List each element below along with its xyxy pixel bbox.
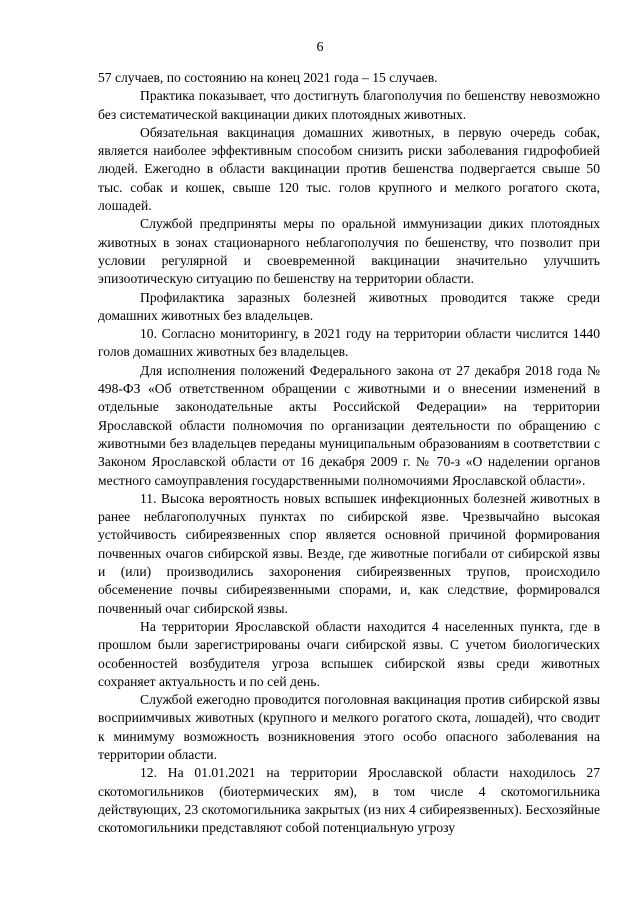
paragraph-stray-prevention: Профилактика заразных болезней животных проводится также среди домашних животных без владельцев. [98,289,600,323]
paragraph-domestic-vaccination: Обязательная вакцинация домашних животных, в первую очередь собак, является наиболее эффективным способом снизить риски заболевания гидрофобией людей. Ежегодно в области вакцинации против бешенства подвергается свыше 50 тыс. собак и кошек, свыше 120 тыс. голов крупного и мелкого рогатого скота, лошадей. [98,124,600,214]
paragraph-item-11: 11. Высока вероятность новых вспышек инфекционных болезней животных в ранее неблагополучных пунктах по сибирской язве. Чрезвычайно высокая устойчивость сибиреязвенных спор является основной причиной формирования почвенных очагов сибирской язвы. Везде, где животные погибали от сибирской язвы и (или) производились захоронения сибиреязвенных трупов, происходило обсеменение почвы сибиреязвенными спорами, и, как следствие, формировался почвенный очаг сибирской язвы. [98,490,600,616]
paragraph-item-10: 10. Согласно мониторингу, в 2021 году на территории области числится 1440 голов домашних животных без владельцев. [98,326,600,360]
paragraph-continuation: 57 случаев, по состоянию на конец 2021 года – 15 случаев. [98,70,438,85]
page-number: 6 [316,40,324,55]
paragraph-anthrax-settlements: На территории Ярославской области находится 4 населенных пункта, где в прошлом были зарегистрированы очаги сибирской язвы. С учетом биологических особенностей возбудителя угроза вспышек сибирской язвы среди животных сохраняет актуальность и по сей день. [98,618,600,689]
paragraph-anthrax-vaccination: Службой ежегодно проводится поголовная вакцинация против сибирской язвы восприимчивых животных (крупного и мелкого рогатого скота, лошадей), что сводит к минимуму возможность возникновения этого особо опасного заболевания на территории области. [98,692,600,762]
paragraph-rabies-practice: Практика показывает, что достигнуть благополучия по бешенству невозможно без систематической вакцинации диких плотоядных животных. [98,88,600,122]
paragraph-federal-law: Для исполнения положений Федерального закона от 27 декабря 2018 года № 498-ФЗ «Об ответственном обращении с животными и о внесении изменений в отдельные законодательные акты Российской Федерации» на территории Ярославской области полномочия по организации деятельности по обращению с животными без владельцев переданы муниципальным образованиям в соответствии с Законом Ярославской области от 16 декабря 2009 г. № 70-з «О наделении органов местного самоуправления государственными полномочиями Ярославской области». [98,362,600,488]
document-body [98,69,600,837]
paragraph-oral-immunization: Службой предприняты меры по оральной иммунизации диких плотоядных животных в зонах стационарного неблагополучия по бешенству, что позволит при условии регулярной и своевременной вакцинации значительно улучшить эпизоотическую ситуацию по бешенству на территории области. [98,216,600,287]
paragraph-item-12: 12. На 01.01.2021 на территории Ярославской области находилось 27 скотомогильников (биотермических ям), в том числе 4 скотомогильника действующих, 23 скотомогильника закрытых (из них 4 сибиреязвенных). Бесхозяйные скотомогильники представляют собой потенциальную угрозу [98,765,600,836]
